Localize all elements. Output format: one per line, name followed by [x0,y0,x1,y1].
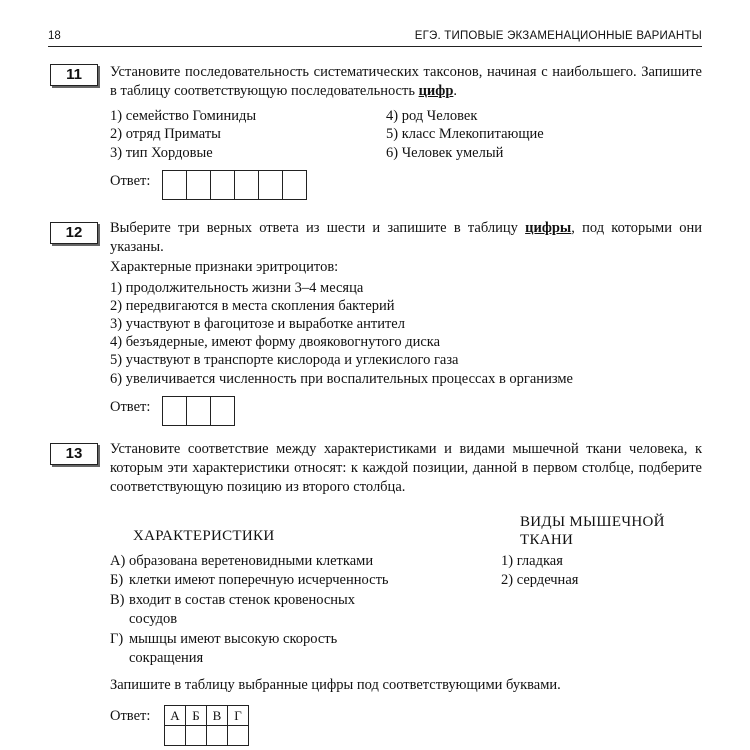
q11-option-3: 3) тип Хордовые [110,145,213,161]
q12-option-4: 4) безъядерные, имеют форму двояковогнутого диска [110,334,441,350]
answer-cell[interactable] [228,726,249,746]
answer-letter-b: Б [186,706,207,726]
type-2: 2) сердечная [501,572,579,588]
header-rule [48,46,702,47]
answer-cell[interactable] [211,171,235,199]
answer-cell[interactable] [187,171,211,199]
char-v-text-cont: сосудов [129,611,178,627]
type-1: 1) гладкая [501,553,563,569]
q11-option-2: 2) отряд Приматы [110,126,221,142]
q13-answer-table [164,705,249,746]
q12-subtitle: Характерные признаки эритроцитов: [110,259,339,275]
header-title: ЕГЭ. ТИПОВЫЕ ЭКЗАМЕНАЦИОННЫЕ ВАРИАНТЫ [414,30,702,42]
question-13-text: Установите соответствие между характеристиками и видами мышечной ткани человека, к которым эти характеристики относят: к каждой позиции, данной в первом столбце, подберите соответствующую позицию из второго столбца. [110,441,702,495]
q11-option-4: 4) род Человек [386,108,478,124]
answer-cell[interactable] [163,397,187,425]
char-v-letter: В) [110,592,125,608]
answer-cell[interactable] [283,171,306,199]
char-a-letter: А) [110,553,126,569]
answer-cell[interactable] [211,397,234,425]
q11-option-5: 5) класс Млекопитающие [386,126,544,142]
answer-cell[interactable] [235,171,259,199]
answer-cell[interactable] [165,726,186,746]
page-header [48,30,702,44]
q11-option-6: 6) Человек умелый [386,145,504,161]
col2-header-line1: ВИДЫ МЫШЕЧНОЙ [520,514,665,530]
page-number: 18 [48,30,61,42]
answer-letter-g: Г [228,706,249,726]
char-g-letter: Г) [110,631,124,647]
char-b-text: клетки имеют поперечную исчерченность [129,572,389,588]
emphasis-word: цифры [525,220,572,236]
answer-letter-v: В [207,706,228,726]
question-11-text: Установите последовательность систематических таксонов, начиная с наибольшего. Запишите в таблицу соответствующую последовательность цифр. [110,64,702,99]
question-12-number: 12 [50,222,98,244]
q13-instruction: Запишите в таблицу выбранные цифры под соответствующими буквами. [110,677,561,693]
char-g-text: мышцы имеют высокую скорость [129,631,338,647]
emphasis-word: цифр [418,83,454,99]
answer-cell[interactable] [163,171,187,199]
q11-answer-label: Ответ: [110,173,151,189]
answer-cell[interactable] [207,726,228,746]
char-g-text-cont: сокращения [129,650,204,666]
char-b-letter: Б) [110,572,124,588]
q12-option-1: 1) продолжительность жизни 3–4 месяца [110,280,364,296]
q11-option-1: 1) семейство Гоминиды [110,108,257,124]
q12-answer-boxes[interactable] [162,396,235,426]
q12-option-5: 5) участвуют в транспорте кислорода и углекислого газа [110,352,459,368]
answer-cell[interactable] [259,171,283,199]
q12-option-3: 3) участвуют в фагоцитозе и выработке антител [110,316,405,332]
char-a-text: образована веретеновидными клетками [129,553,374,569]
question-12-text: Выберите три верных ответа из шести и запишите в таблицу цифры, под которыми они указаны. [110,220,702,255]
question-13-number: 13 [50,443,98,465]
col2-header-line2: ТКАНИ [520,532,574,548]
question-11-number: 11 [50,64,98,86]
char-v-text: входит в состав стенок кровеносных [129,592,356,608]
q11-answer-boxes[interactable] [162,170,307,200]
col1-header: ХАРАКТЕРИСТИКИ [133,528,275,544]
q12-option-2: 2) передвигаются в места скопления бактерий [110,298,395,314]
answer-cell[interactable] [186,726,207,746]
answer-cell[interactable] [187,397,211,425]
q13-answer-label: Ответ: [110,708,151,724]
q12-answer-label: Ответ: [110,399,151,415]
q12-option-6: 6) увеличивается численность при воспалительных процессах в организме [110,371,573,387]
answer-letter-a: А [165,706,186,726]
